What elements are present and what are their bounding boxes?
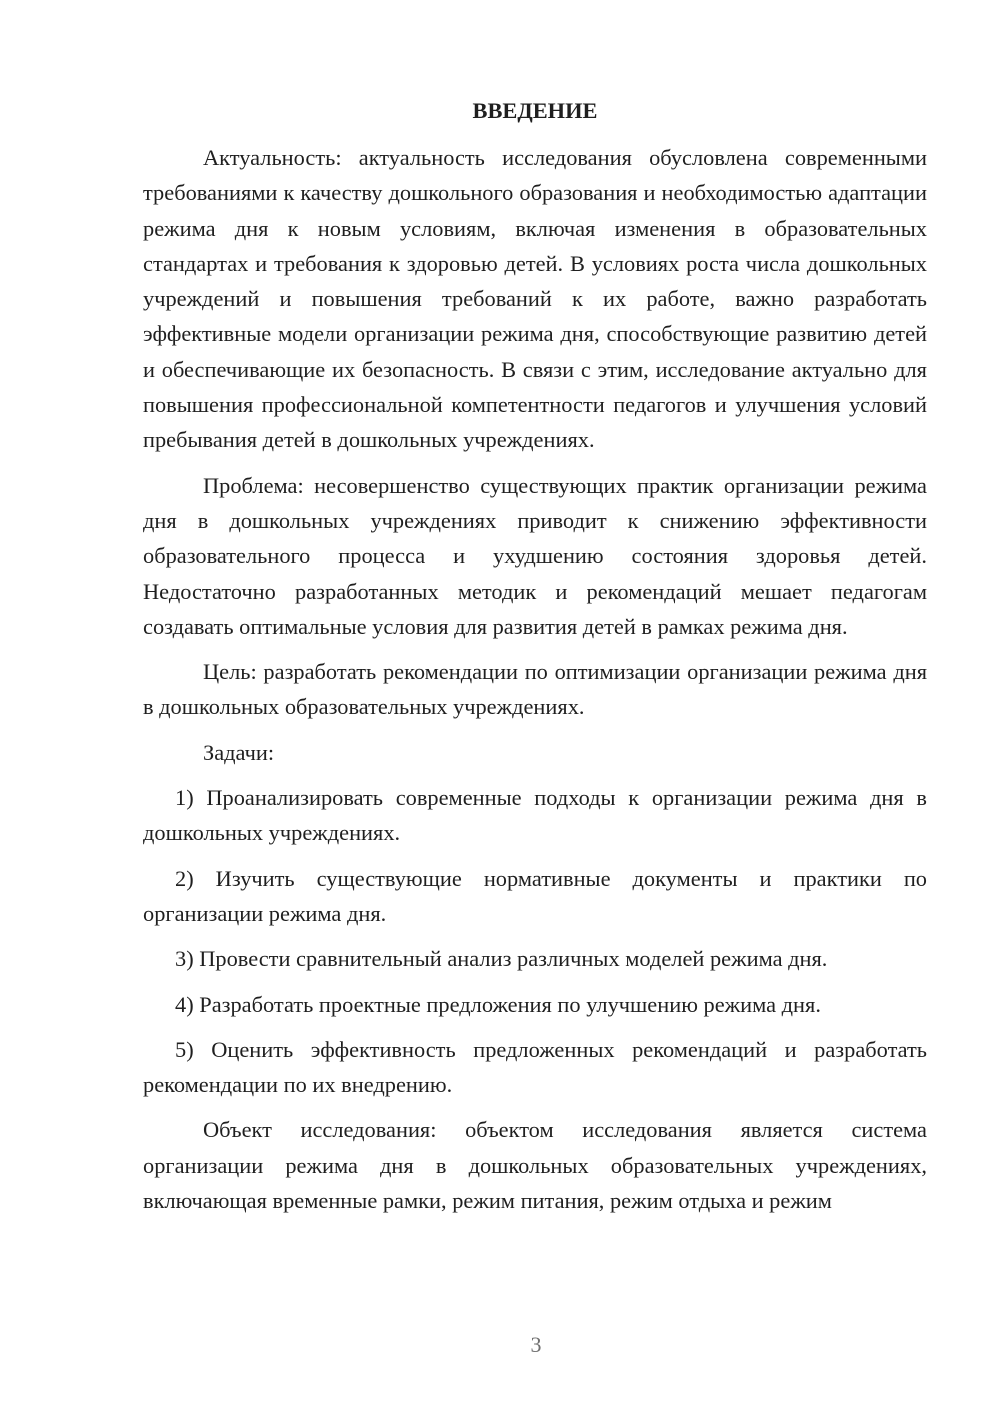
page-content: [143, 96, 927, 1228]
page-title: ВВЕДЕНИЕ: [472, 98, 598, 123]
task-item-4: 4) Разработать проектные предложения по улучшению режима дня.: [175, 991, 821, 1017]
task-item-2: 2) Изучить существующие нормативные документы и практики по организации режима дня.: [143, 865, 927, 926]
paragraph-tasks-heading: Задачи:: [203, 739, 275, 765]
paragraph-relevance: Актуальность: актуальность исследования обусловлена современными требованиями к качеству дошкольного образования и необходимостью адаптации режима дня к новым условиям, включая изменения в образовательных стандартах и требования к здоровью детей. В условиях роста числа дошкольных учреждений и повышения требований к их работе, важно разработать эффективные модели организации режима дня, способствующие развитию детей и обеспечивающие их безопасность. В связи с этим, исследование актуально для повышения профессиональной компетентности педагогов и улучшения условий пребывания детей в дошкольных учреждениях.: [143, 145, 927, 453]
paragraph-object: Объект исследования: объектом исследования является система организации режима дня в дошкольных образовательных учреждениях, включающая временные рамки, режим питания, режим отдыха и режим: [143, 1117, 927, 1214]
task-item-3: 3) Провести сравнительный анализ различных моделей режима дня.: [175, 946, 828, 972]
page-number: 3: [530, 1332, 542, 1357]
task-item-1: 1) Проанализировать современные подходы к организации режима дня в дошкольных учреждениях.: [143, 785, 927, 846]
paragraph-goal: Цель: разработать рекомендации по оптимизации организации режима дня в дошкольных образовательных учреждениях.: [143, 659, 927, 720]
task-item-5: 5) Оценить эффективность предложенных рекомендаций и разработать рекомендации по их внедрению.: [143, 1036, 927, 1098]
paragraph-problem: Проблема: несовершенство существующих практик организации режима дня в дошкольных учреждениях приводит к снижению эффективности образовательного процесса и ухудшению состояния здоровья детей. Недостаточно разработанных методик и рекомендаций мешает педагогам создавать оптимальные условия для развития детей в рамках режима дня.: [143, 472, 927, 639]
